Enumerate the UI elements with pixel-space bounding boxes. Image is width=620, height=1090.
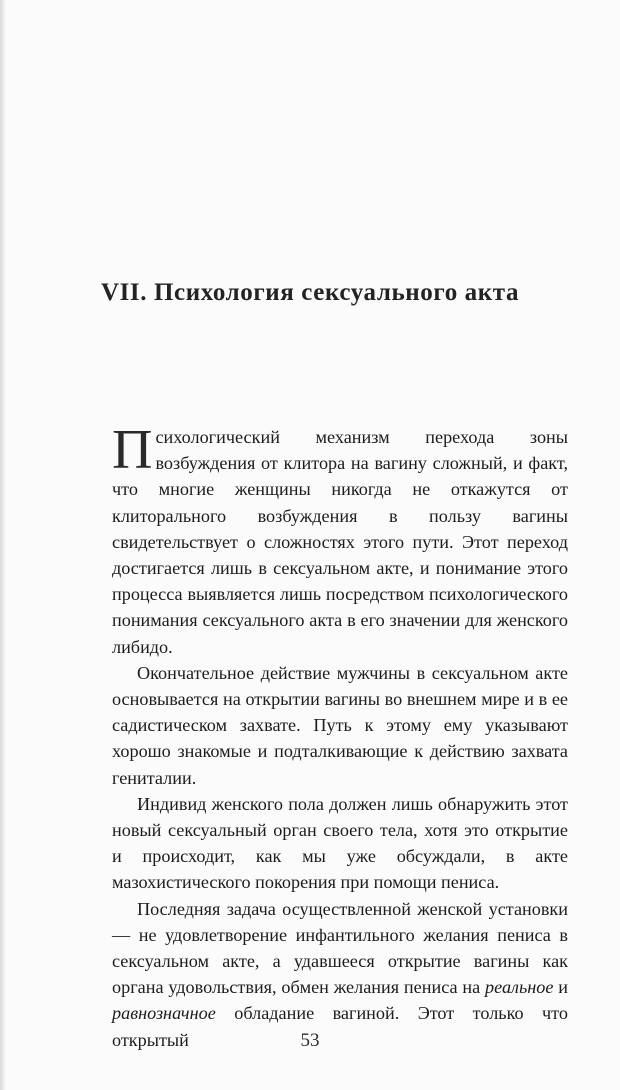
italic-word-equivalent: равнозначное [112,1003,216,1024]
paragraph-4-text-before: Последняя задача осуществленной женской установки — не удовлетворение инфантильного желания пениса в сексуальном акте, а удавшееся открытие вагины как органа удовольствия, обмен желания пениса на [112,898,568,998]
page-edge-shadow [0,0,6,1090]
paragraph-4-text-mid: и [553,977,568,998]
drop-cap: П [112,419,153,481]
paragraph-4-text-after: обладание вагиной. Этот только что открытый [112,1003,568,1050]
paragraph-1-text: сихологический механизм перехода зоны возбуждения от клитора на вагину сложный, и факт, что многие женщины никогда не откажутся от клиторального возбуждения в пользу вагины свидетельствует о сложностях этого пути. Этот переход достигается лишь в сексуальном акте, и понимание этого процесса выявляется лишь посредством психологического понимания сексуального акта в его значении для женского либидо. [112,427,568,657]
page-number: 53 [300,1030,320,1051]
paragraph-2: Окончательное действие мужчины в сексуальном акте основывается на открытии вагины во внешнем мире и в ее садистическом захвате. Путь к этому ему указывают хорошо знакомые и подталкивающие к действию захвата гениталии. [112,662,568,788]
italic-word-real: реальное [485,977,554,998]
body-text [112,419,568,1053]
paragraph-1 [112,419,568,660]
paragraph-3: Индивид женского пола должен лишь обнаружить этот новый сексуальный орган своего тела, хотя это открытие и происходит, как мы уже обсуждали, в акте мазохистического покорения при помощи пениса. [112,793,568,893]
chapter-title: VII. Психология сексуального акта [100,278,520,306]
